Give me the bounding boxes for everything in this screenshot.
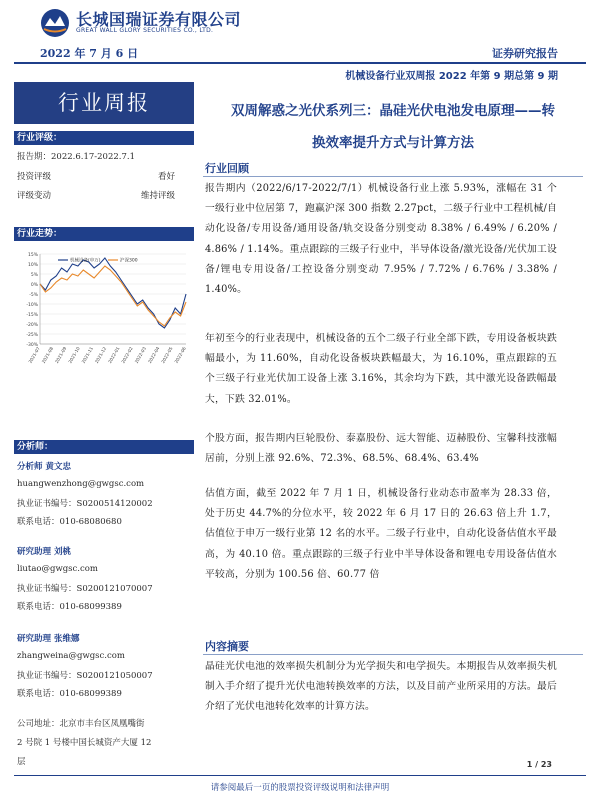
chart-x-tick-label: 2022-05 — [161, 346, 175, 365]
analyst2-email: liutao@gwgsc.com — [17, 564, 98, 574]
report-period: 报告期：2022.6.17-2022.7.1 — [17, 152, 135, 162]
industry-trend-chart — [14, 246, 194, 386]
paragraph-valuation: 估值方面，截至 2022 年 7 月 1 日，机械设备行业动态市盈率为 28.33 倍，处于历史 44.7%的分位水平，较 2022 年 6 月 17 日的 26.63 倍上升 1.7，估值位于申万一级行业第 12 名的水平。二级子行业中，自动化设备估值水平最高，为 40.10 倍。重点跟踪的三级子行业中半导体设备和锂电专用设备估值水平较高，分别为 100.56 倍、60.77 倍 — [205, 488, 557, 580]
rating-change-row — [17, 189, 175, 201]
analyst1-email: huangwenzhong@gwgsc.com — [17, 479, 145, 489]
analyst1-title: 分析师 黄文忠 — [17, 462, 71, 472]
company-address-line2: 2 号院 1 号楼中国长城资产大厦 12 — [17, 738, 152, 748]
chart-x-tick-label: 2022-03 — [134, 346, 148, 365]
chart-y-tick-label: 15% — [27, 253, 38, 258]
rating-change-label: 评级变动 — [17, 191, 52, 201]
paragraph-ytd: 年初至今的行业表现中，机械设备的五个二级子行业全部下跌，专用设备板块跌幅最小，为 11.60%，自动化设备板块跌幅最大，为 16.10%，重点跟踪的五个三级子行业光伏加工设备上涨 3.16%，其余均为下跌，其中激光设备跌幅最大，下跌 32.01%。 — [205, 333, 557, 405]
investment-rating-label: 投资评级 — [17, 172, 52, 182]
chart-y-tick-label: 5% — [30, 273, 38, 278]
company-address-line3: 层 — [17, 757, 26, 767]
trend-section-head: 行业走势： — [14, 227, 194, 241]
analyst-section-head: 分析师： — [14, 440, 194, 454]
chart-x-tick-label: 2022-04 — [147, 346, 162, 365]
analyst2-title: 研究助理 刘桃 — [17, 547, 71, 557]
investment-rating-row — [17, 170, 175, 182]
footer-disclaimer: 请参阅最后一页的股票投资评级说明和法律声明 — [210, 783, 390, 793]
footer-divider — [14, 775, 586, 776]
chart-x-tick-label: 2021-12 — [94, 346, 109, 365]
section-summary: 内容摘要 — [205, 640, 249, 653]
company-address-line1: 公司地址：北京市丰台区凤凰嘴街 — [17, 719, 145, 729]
paragraph-review: 报告期内（2022/6/17-2022/7/1）机械设备行业上涨 5.93%，涨幅在 31 个一级行业中位居第 7，跑赢沪深 300 指数 2.27pct，二级子行业中工程机械/自动化设备/专用设备/通用设备/轨交设备分别变动 8.38% / 6.49% / 6.20% / 4.86% / 1.14%。重点跟踪的三级子行业中，半导体设备/激光设备/光伏加工设备/锂电专用设备/工控设备分别变动 7.95% / 7.72% / 6.76% / 3.38% / 1.40%。 — [205, 183, 557, 296]
chart-y-tick-label: -20% — [26, 323, 38, 328]
chart-y-tick-label: -30% — [26, 343, 38, 348]
chart-y-tick-label: -10% — [26, 303, 38, 308]
chart-x-tick-label: 2021-09 — [54, 346, 69, 365]
report-date: 2022 年 7 月 6 日 — [40, 47, 139, 60]
chart-legend-label: 沪深300 — [120, 258, 138, 264]
investment-rating-value: 看好 — [157, 172, 175, 182]
chart-y-tick-label: -15% — [26, 313, 38, 318]
analyst3-title: 研究助理 张维娜 — [17, 634, 80, 644]
chart-y-tick-label: 0% — [30, 283, 38, 288]
analyst2-phone: 联系电话：010-68099389 — [17, 602, 122, 612]
analyst2-cert: 执业证书编号：S0200121070007 — [17, 584, 153, 594]
report-title-line2: 换效率提升方式与计算方法 — [312, 135, 474, 151]
chart-x-tick-label: 2021-07 — [28, 346, 42, 365]
chart-x-tick-label: 2021-11 — [81, 346, 95, 365]
chart-series-line — [40, 266, 186, 326]
company-name-cn: 长城国瑞证券有限公司 — [76, 10, 242, 29]
section-industry-review: 行业回顾 — [205, 162, 249, 175]
chart-x-tick-label: 2022-02 — [121, 346, 135, 365]
chart-x-tick-label: 2022-06 — [174, 346, 188, 365]
paragraph-stocks: 个股方面，报告期内巨轮股份、泰嘉股份、远大智能、迈赫股份、宝馨科技涨幅居前，分别上涨 92.6%、72.3%、68.5%、68.4%、63.4% — [205, 433, 557, 465]
page-number: 1 / 23 — [526, 760, 552, 769]
rating-section-head: 行业评级： — [14, 131, 194, 145]
company-logo-icon — [40, 8, 70, 38]
analyst3-cert: 执业证书编号：S0200121050007 — [17, 671, 153, 681]
rating-change-value: 维持评级 — [140, 191, 175, 201]
chart-series-line — [40, 258, 186, 328]
chart-y-tick-label: -25% — [26, 333, 38, 338]
report-type: 证券研究报告 — [492, 47, 558, 60]
chart-x-tick-label: 2022-01 — [108, 346, 122, 365]
chart-x-tick-label: 2021-08 — [41, 346, 56, 365]
section-divider — [203, 176, 583, 177]
chart-x-tick-label: 2021-10 — [68, 346, 82, 365]
chart-legend-label: 机械设备(申万) — [70, 258, 101, 264]
paragraph-summary: 晶硅光伏电池的效率损失机制分为光学损失和电学损失。本期报告从效率损失机制入手介绍了提升光伏电池转换效率的方法，以及目前产业所采用的方法。最后介绍了光伏电池转化效率的计算方法。 — [205, 661, 557, 713]
chart-y-tick-label: -5% — [29, 293, 38, 298]
report-issue: 机械设备行业双周报 2022 年第 9 期总第 9 期 — [345, 71, 558, 82]
analyst3-phone: 联系电话：010-68099389 — [17, 689, 122, 699]
header-divider — [14, 62, 586, 64]
section-divider — [203, 654, 583, 655]
analyst1-phone: 联系电话：010-68080680 — [17, 517, 122, 527]
analyst3-email: zhangweina@gwgsc.com — [17, 651, 125, 661]
report-title-line1: 双周解惑之光伏系列三：晶硅光伏电池发电原理——转 — [231, 103, 555, 119]
analyst1-cert: 执业证书编号：S0200514120002 — [17, 499, 153, 509]
chart-y-tick-label: 10% — [27, 263, 38, 268]
weekly-label-box: 行业周报 — [14, 82, 194, 124]
company-name-en: GREAT WALL GLORY SECURITIES CO., LTD. — [76, 27, 214, 34]
